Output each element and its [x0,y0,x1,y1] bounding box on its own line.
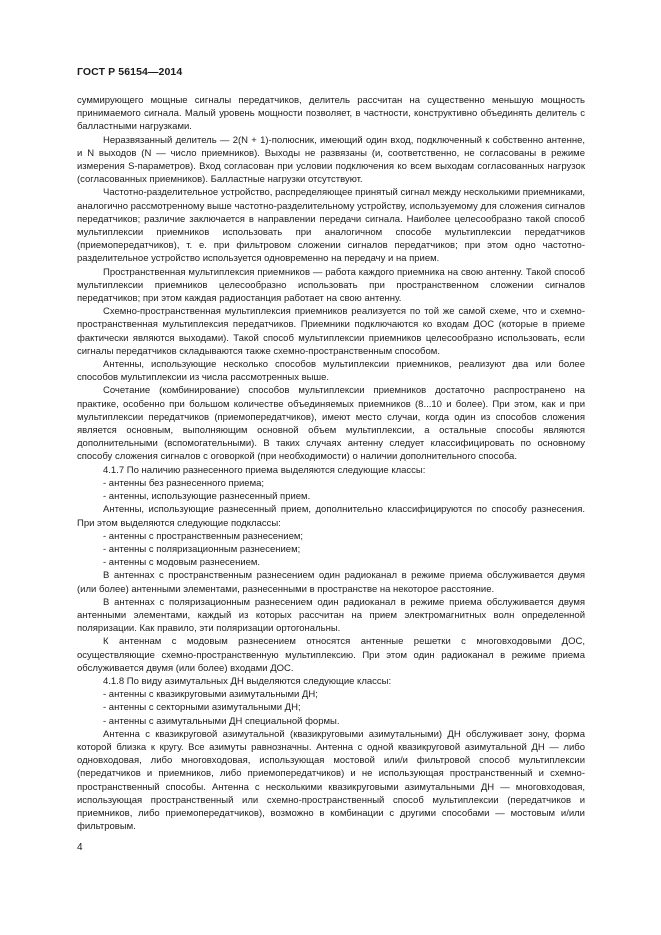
paragraph: Сочетание (комбинирование) способов мультиплексии приемников достаточно распространено на практике, особенно при большом количестве объединяемых приемников (8...10 и более). При этом, как и при мультиплексии передатчиков (приемопередатчиков), имеют место случаи, когда один из способов сложения является основным, выполняющим основной объем мультиплексии, а остальные способы являются дополнительными (вспомогательными). В таких случаях антенну следует классифицировать по основному способу сложения сигналов с оговоркой (при необходимости) о наличии дополнительного способа. [77,385,585,463]
paragraph: Неразвязанный делитель — 2(N + 1)-полюсник, имеющий один вход, подключенный к собственно антенне, и N выходов (N — число приемников). Выходы не развязаны (и, соответственно, не согласованы в режиме измерения S-параметров). Вход согласован при условии подключения ко всем выходам согласованных нагрузок (согласованных приемников). Балластные нагрузки отсутствуют. [77,134,585,186]
paragraph: Антенна с квазикруговой азимутальной (квазикруговыми азимутальными) ДН обслуживает зону, форма которой близка к кругу. Все азимуты равнозначны. Антенна с одной квазикруговой азимутальной ДН — либо одновходовая, либо многовходовая, использующая мостовой или/и фильтровой способ мультиплексии (передатчиков и приемников, либо приемопередатчиков) и не использующая пространственный и схемно-пространственный способы. Антенна с несколькими квазикруговыми азимутальными ДН — многовходовая, использующая пространственный или схемно-пространственный способ мультиплексии (передатчиков и приемников, либо приемопередатчиков), возможно в комбинации с другими способами — мостовым и/или фильтровым. [77,728,585,833]
paragraph: Антенны, использующие несколько способов мультиплексии приемников, реализуют два или более способов мультиплексии из числа рассмотренных выше. [77,359,585,384]
paragraph: Пространственная мультиплексия приемников — работа каждого приемника на свою антенну. Такой способ мультиплексии приемников целесообразно использовать при пространственном сложении сигналов передатчиков; при этом каждая радиостанция работает на свою антенну. [77,266,585,305]
list-item: - антенны с пространственным разнесением; [103,530,304,542]
paragraph: Схемно-пространственная мультиплексия приемников реализуется по той же самой схеме, что и схемно-пространственная мультиплексия передатчиков. Приемники подключаются ко входам ДОС (которые в приеме фактически являются выходами). Такой способ мультиплексии приемников целесообразно использовать, если сигналы передатчиков складываются также схемно-пространственным способом. [77,306,585,357]
clause-heading: 4.1.8 По виду азимутальных ДН выделяются следующие классы: [103,675,392,687]
paragraph: Частотно-разделительное устройство, распределяющее принятый сигнал между несколькими приемниками, аналогично рассмотренному выше частотно-разделительному устройству, используемому для сложения сигналов передатчиков; различие заключается в направлении передачи сигнала. Наиболее целесообразно такой способ мультиплексии приемников использовать при аналогичном способе мультиплексии передатчиков (приемопередатчиков), т. е. при фильтровом сложении сигналов передатчиков; при этом одно частотно-разделительное устройство используется одновременно на передачу и на прием. [77,187,585,265]
page-number: 4 [77,842,83,853]
list-item: - антенны с секторными азимутальными ДН; [103,702,301,714]
list-item: - антенны с поляризационным разнесением; [103,543,301,555]
paragraph: суммирующего мощные сигналы передатчиков, делитель рассчитан на существенно меньшую мощность принимаемого сигнала. Малый уровень мощности позволяет, в частности, конструктивно объединять делитель с балластными нагрузками. [77,95,585,133]
list-item: - антенны с азимутальными ДН специальной формы. [103,715,340,727]
list-item: - антенны с квазикруговыми азимутальными ДН; [103,689,318,701]
document-body [77,94,585,833]
list-item: - антенны, использующие разнесенный прием. [103,491,311,503]
paragraph: Антенны, использующие разнесенный прием, дополнительно классифицируются по способу разнесения. При этом выделяются следующие подклассы: [77,504,585,529]
document-header: ГОСТ Р 56154—2014 [77,66,183,78]
paragraph: К антеннам с модовым разнесением относятся антенные решетки с многовходовыми ДОС, осуществляющие схемно-пространственную мультиплексию. При этом один радиоканал в режиме приема обслуживается двумя (или более) входами ДОС. [77,636,585,674]
paragraph: В антеннах с пространственным разнесением один радиоканал в режиме приема обслуживается двумя (или более) антенными элементами, разнесенными в пространстве на некоторое расстояние. [77,570,585,595]
list-item: - антенны с модовым разнесением. [103,557,261,569]
paragraph: В антеннах с поляризационным разнесением один радиоканал в режиме приема обслуживается двумя антенными элементами, каждый из которых рассчитан на прием электромагнитных волн определенной поляризации. Как правило, эти поляризации ортогональны. [77,596,585,635]
clause-heading: 4.1.7 По наличию разнесенного приема выделяются следующие классы: [103,464,426,476]
list-item: - антенны без разнесенного приема; [103,477,265,489]
